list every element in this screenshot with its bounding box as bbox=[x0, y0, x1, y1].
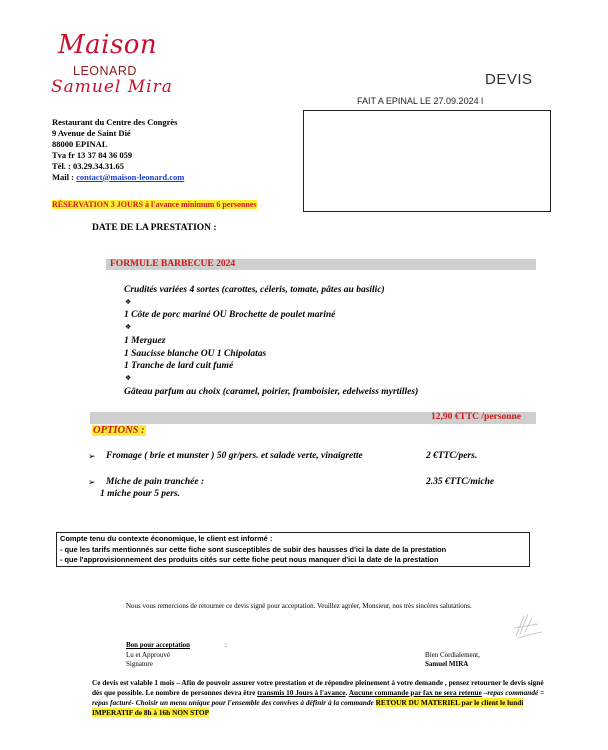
reservation-notice: RÉSERVATION 3 JOURS à l'avance minimum 6 personnes bbox=[52, 200, 257, 209]
signature-label: Signature bbox=[126, 660, 153, 668]
formule-price: 12,90 €TTC /personne bbox=[431, 412, 521, 422]
notice-line: Compte tenu du contexte économique, le client est informé : bbox=[60, 534, 273, 543]
company-name: Restaurant du Centre des Congrès bbox=[52, 117, 178, 127]
option-pain-price: 2.35 €TTC/miche bbox=[426, 477, 495, 487]
formule-title: FORMULE BARBECUE 2024 bbox=[110, 259, 236, 269]
lu-approuve-label: Lu et Approuvé bbox=[126, 651, 170, 659]
economic-notice-box bbox=[56, 532, 530, 567]
menu-line-tranche: 1 Tranche de lard cuit fumé bbox=[124, 361, 234, 371]
mail-label: Mail : bbox=[52, 171, 77, 182]
separator-bullet: ❖ bbox=[125, 323, 132, 331]
separator-bullet: ❖ bbox=[125, 298, 132, 306]
footer-repas: –repas commandé = repas facturé- Choisir un menu unique pour l'ensemble des convives à définir à la commande bbox=[92, 687, 545, 707]
mail-link[interactable]: contact@maison-leonard.com bbox=[76, 171, 185, 182]
date-place: FAIT A EPINAL LE 27.09.2024 l bbox=[357, 96, 484, 106]
company-info bbox=[52, 117, 184, 182]
footer-text: . bbox=[345, 687, 349, 697]
option-pain-label: Miche de pain tranchée : bbox=[106, 477, 205, 487]
footer-fax: Aucune commande par fax ne sera retenue bbox=[348, 687, 482, 697]
company-city: 88000 EPINAL bbox=[52, 138, 108, 149]
footer-text: Ce devis est valable 1 mois – Afin de pouvoir assurer votre prestation et de répondre pleinement à votre demande , pensez retourner le devis signé dès que possible. Le nombre de personnes devra être bbox=[92, 678, 544, 697]
menu-line-cote: 1 Côte de porc mariné OU Brochette de poulet mariné bbox=[124, 310, 336, 320]
arrow-bullet-icon: ➢ bbox=[88, 478, 96, 488]
footer-conditions bbox=[92, 678, 552, 718]
logo-samuel-mira: Samuel Mira bbox=[51, 77, 173, 97]
company-street: 9 Avenue de Saint Dié bbox=[52, 127, 131, 138]
notice-line: - que les tarifs mentionnés sur cette fiche sont susceptibles de subir des hausses d'ici la date de la prestation bbox=[60, 544, 447, 554]
logo-maison: Maison bbox=[58, 30, 158, 60]
bon-pour-acceptation-label: Bon pour acceptation bbox=[126, 641, 191, 649]
closing-remark: Nous vous remercions de retourner ce devis signé pour acceptation. Veuillez agréer, Monsieur, nos très sincères salutations. bbox=[126, 602, 472, 610]
menu-line-gateau: Gâteau parfum au choix (caramel, poirier, framboisier, edelweiss myrtilles) bbox=[124, 387, 419, 397]
company-tva: Tva fr 13 37 84 36 059 bbox=[52, 149, 133, 160]
footer-transmis: transmis 10 Jours à l'avance bbox=[257, 687, 346, 697]
handwritten-signature bbox=[512, 610, 544, 642]
notice-line: - que l'approvisionnement des produits cités sur cette fiche peut nous manquer d'ici la date de la prestation bbox=[60, 555, 439, 564]
date-prestation-label: DATE DE LA PRESTATION : bbox=[92, 223, 217, 233]
option-fromage-price: 2 €TTC/pers. bbox=[426, 451, 478, 461]
footer-retour-materiel: RETOUR DU MATERIEL par le client le lundi IMPERATIF de 8h à 16h NON STOP bbox=[92, 697, 524, 717]
options-title: OPTIONS : bbox=[93, 425, 145, 436]
company-mail-line bbox=[52, 172, 184, 183]
cordialement-text: Bien Cordialement, bbox=[425, 651, 480, 659]
bon-colon: : bbox=[225, 641, 227, 649]
document-title: DEVIS bbox=[485, 71, 533, 88]
menu-line-saucisse: 1 Saucisse blanche OU 1 Chipolatas bbox=[124, 349, 267, 359]
menu-line-merguez: 1 Merguez bbox=[124, 336, 166, 346]
option-fromage-label: Fromage ( brie et munster ) 50 gr/pers. et salade verte, vinaigrette bbox=[106, 451, 363, 461]
option-pain-note: 1 miche pour 5 pers. bbox=[100, 489, 180, 499]
logo-leonard: LEONARD bbox=[73, 64, 137, 78]
client-address-box bbox=[303, 110, 551, 212]
menu-line-crudites: Crudités variées 4 sortes (carottes, céleris, tomate, pâtes au basilic) bbox=[124, 285, 385, 295]
separator-bullet: ❖ bbox=[125, 374, 132, 382]
arrow-bullet-icon: ➢ bbox=[88, 452, 96, 462]
company-tel: Tél. : 03.29.34.31.65 bbox=[52, 160, 125, 171]
signatory-name: Samuel MIRA bbox=[425, 660, 469, 668]
